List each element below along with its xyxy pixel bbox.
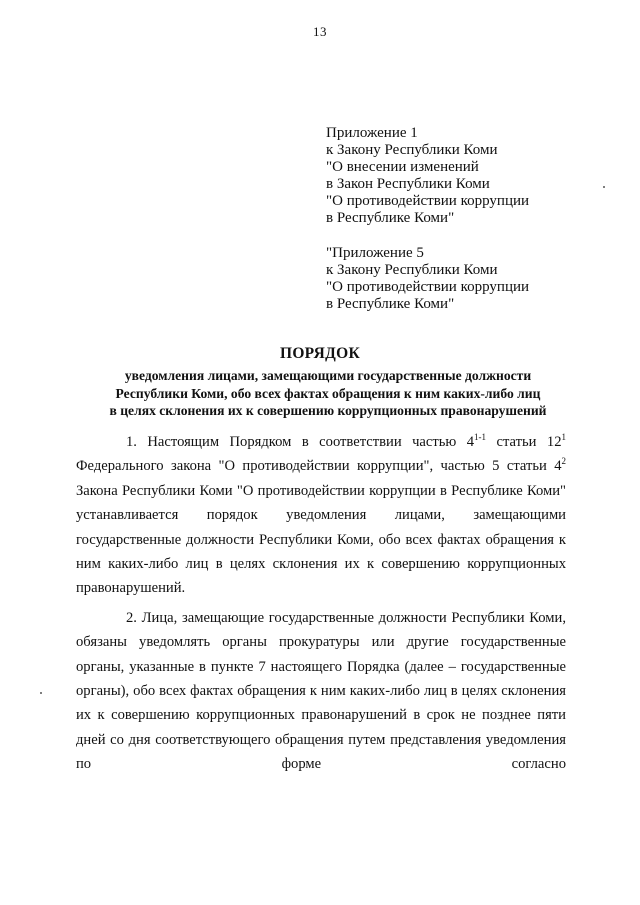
appendix-line: в Республике Коми" — [326, 210, 455, 226]
subtitle-line: Республики Коми, обо всех фактах обращения к ним каких-либо лиц — [115, 385, 541, 401]
document-body — [76, 430, 566, 782]
subtitle-line: уведомления лицами, замещающими государственные должности — [124, 368, 532, 383]
paragraph-text: Закона Республики Коми "О противодействии коррупции в Республике Коми" устанавливается порядок уведомления лицами, замещающими государственные должности Республики Коми, обо всех фактах обращения к ним каких-либо лиц в целях склонения их к совершению коррупционных правонарушений. — [76, 482, 566, 597]
scan-speck — [40, 692, 42, 694]
appendix-line: "О внесении изменений — [326, 159, 479, 175]
appendix-block-2 — [326, 245, 529, 313]
superscript: 1 — [561, 432, 566, 442]
appendix-line: к Закону Республики Коми — [326, 262, 498, 278]
paragraph-text: Федерального закона "О противодействии коррупции", частью 5 статьи 4 — [76, 458, 562, 475]
appendix-line: в Закон Республики Коми — [326, 176, 490, 192]
superscript: 2 — [561, 456, 566, 467]
appendix-line: "О противодействии коррупции — [326, 279, 530, 295]
page-number: 13 — [313, 24, 327, 39]
appendix-block-1 — [326, 125, 529, 227]
appendix-line: в Республике Коми" — [326, 296, 455, 312]
appendix-line: к Закону Республики Коми — [326, 142, 498, 158]
document-subtitle — [72, 367, 584, 420]
document-title: ПОРЯДОК — [279, 345, 361, 362]
appendix-line: "Приложение 5 — [326, 245, 424, 261]
appendix-line: Приложение 1 — [326, 125, 418, 141]
paragraph-1 — [76, 430, 566, 601]
appendix-line: "О противодействии коррупции — [326, 193, 530, 209]
paragraph-2: 2. Лица, замещающие государственные должности Республики Коми, обязаны уведомлять органы прокуратуры или другие государственные органы, указанные в пункте 7 настоящего Порядка (далее – государственные органы), обо всех фактах обращения к ним каких-либо лиц в целях склонения их к совершению коррупционных правонарушений в срок не позднее пяти дней со дня соответствующего обращения путем представления уведомления по форме согласно — [76, 609, 566, 773]
scan-speck — [603, 186, 605, 188]
subtitle-line: в целях склонения их к совершению коррупционных правонарушений — [109, 403, 547, 418]
superscript: 1-1 — [474, 432, 487, 442]
paragraph-text: 1. Настоящим Порядком в соответствии частью 4 — [126, 434, 475, 450]
paragraph-text: статьи 12 — [486, 434, 562, 450]
